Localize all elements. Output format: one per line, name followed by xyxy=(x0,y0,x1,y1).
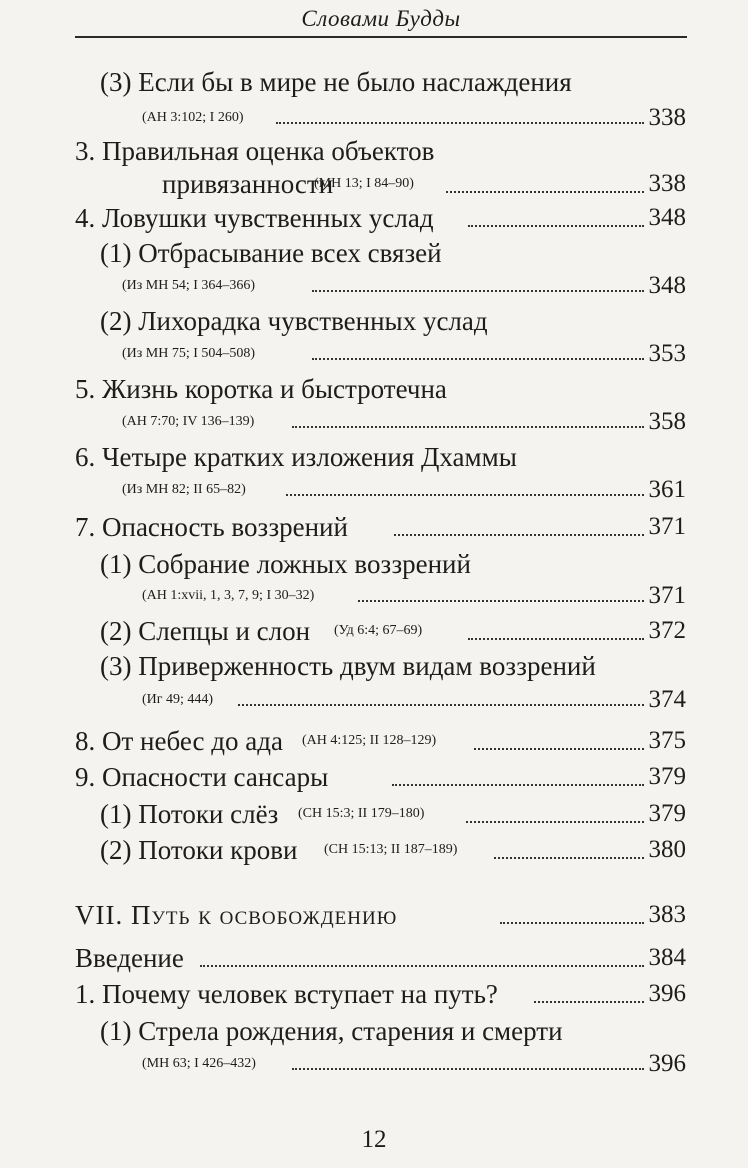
leader-dots xyxy=(292,1068,644,1070)
toc-entry-page: 348 xyxy=(648,272,686,299)
toc-entry-page: 348 xyxy=(648,204,686,231)
toc-entry-page: 396 xyxy=(648,1050,686,1077)
toc-entry-ref: (АН 1:xvii, 1, 3, 7, 9; I 30–32) xyxy=(142,588,315,603)
toc-entry-ref-line xyxy=(0,266,748,306)
toc-entry-page: 371 xyxy=(648,582,686,609)
toc-entry xyxy=(0,198,748,238)
toc-entry-title: (2) Слепцы и слон xyxy=(100,616,311,646)
toc-entry-page: 361 xyxy=(648,476,686,503)
leader-dots xyxy=(500,922,644,924)
toc-entry-title: (3) Если бы в мире не было наслаждения xyxy=(100,67,572,97)
leader-dots xyxy=(468,225,644,227)
toc-entry-page: 379 xyxy=(648,763,686,790)
toc-entry-ref-line xyxy=(0,576,748,616)
toc-entry-ref-line xyxy=(0,470,748,510)
toc-entry-title: 5. Жизнь коротка и быстротечна xyxy=(75,374,447,404)
toc-entry xyxy=(0,62,748,102)
toc-entry xyxy=(0,974,748,1014)
leader-dots xyxy=(276,122,644,124)
toc-entry-page: 372 xyxy=(648,617,686,644)
toc-entry-title: (2) Лихорадка чувственных услад xyxy=(100,306,488,336)
toc-entry-page: 374 xyxy=(648,686,686,713)
leader-dots xyxy=(494,857,644,859)
leader-dots xyxy=(358,600,644,602)
toc-chapter-title: VII. Путь к освобождению xyxy=(75,900,398,930)
toc-entry-title: (3) Приверженность двум видам воззрений xyxy=(100,651,596,681)
toc-entry xyxy=(0,507,748,547)
toc-entry-ref: (СН 15:3; II 179–180) xyxy=(298,806,425,821)
toc-entry-page: 371 xyxy=(648,513,686,540)
toc-entry-ref: (Из МН 75; I 504–508) xyxy=(122,346,256,361)
toc-entry-page: 396 xyxy=(648,980,686,1007)
toc-entry-title-continued: привязанности xyxy=(162,169,334,199)
toc-entry-ref: (АН 7:70; IV 136–139) xyxy=(122,414,255,429)
leader-dots xyxy=(392,784,644,786)
toc-entry-ref: (Уд 6:4; 67–69) xyxy=(334,623,423,638)
toc-entry-title: Введение xyxy=(75,943,184,973)
toc-entry-ref-line xyxy=(0,680,748,720)
toc-entry xyxy=(0,794,748,834)
leader-dots xyxy=(468,638,644,640)
toc-entry-title: 9. Опасности сансары xyxy=(75,762,329,792)
page-number: 12 xyxy=(361,1126,387,1153)
toc-entry-page: 380 xyxy=(648,836,686,863)
toc-entry-title: 8. От небес до ада xyxy=(75,726,283,756)
toc-entry-ref: (МН 13; I 84–90) xyxy=(314,176,414,191)
header-rule xyxy=(75,36,687,38)
toc-entry-title: 3. Правильная оценка объектов xyxy=(75,136,435,166)
toc-entry xyxy=(0,938,748,978)
toc-entry xyxy=(0,611,748,651)
leader-dots xyxy=(446,191,644,193)
toc-entry-title: 4. Ловушки чувственных услад xyxy=(75,203,434,233)
leader-dots xyxy=(534,1001,644,1003)
toc-entry-ref: (МН 63; I 426–432) xyxy=(142,1056,256,1071)
toc-entry xyxy=(0,830,748,870)
toc-entry-title: (2) Потоки крови xyxy=(100,835,298,865)
toc-entry-page: 358 xyxy=(648,408,686,435)
toc-entry-ref-line xyxy=(0,334,748,374)
toc-entry-title: 7. Опасность воззрений xyxy=(75,512,348,542)
toc-entry-page: 338 xyxy=(648,104,686,131)
toc-entry-title: 6. Четыре кратких изложения Дхаммы xyxy=(75,442,517,472)
leader-dots xyxy=(394,534,644,536)
toc-entry-ref: (АН 3:102; I 260) xyxy=(142,110,244,125)
toc-entry-ref: (Из МН 54; I 364–366) xyxy=(122,278,256,293)
leader-dots xyxy=(238,704,644,706)
toc-entry xyxy=(0,757,748,797)
toc-entry-title: (1) Потоки слёз xyxy=(100,799,279,829)
toc-entry-ref-line xyxy=(0,1044,748,1084)
toc-entry-title: 1. Почему человек вступает на путь? xyxy=(75,979,498,1009)
leader-dots xyxy=(312,290,644,292)
leader-dots xyxy=(286,494,644,496)
toc-entry-title: (1) Отбрасывание всех связей xyxy=(100,238,442,268)
toc-entry-page: 353 xyxy=(648,340,686,367)
toc-entry xyxy=(0,721,748,761)
running-header: Словами Будды xyxy=(301,6,461,31)
toc-entry-page: 379 xyxy=(648,800,686,827)
toc-entry-page: 383 xyxy=(648,901,686,928)
leader-dots xyxy=(200,965,644,967)
leader-dots xyxy=(312,358,644,360)
toc-entry-ref-line xyxy=(0,402,748,442)
toc-entry-title: (1) Собрание ложных воззрений xyxy=(100,549,471,579)
toc-entry-page: 375 xyxy=(648,727,686,754)
leader-dots xyxy=(292,426,644,428)
toc-entry-ref: (СН 15:13; II 187–189) xyxy=(324,842,458,857)
toc-entry-page: 384 xyxy=(648,944,686,971)
leader-dots xyxy=(466,821,644,823)
toc-entry-title: (1) Стрела рождения, старения и смерти xyxy=(100,1016,563,1046)
toc-chapter xyxy=(0,895,748,935)
toc-entry-ref: (АН 4:125; II 128–129) xyxy=(302,733,437,748)
leader-dots xyxy=(474,748,644,750)
toc-entry-page: 338 xyxy=(648,170,686,197)
toc-entry-ref: (Иг 49; 444) xyxy=(142,692,214,707)
toc-entry-ref: (Из МН 82; II 65–82) xyxy=(122,482,246,497)
